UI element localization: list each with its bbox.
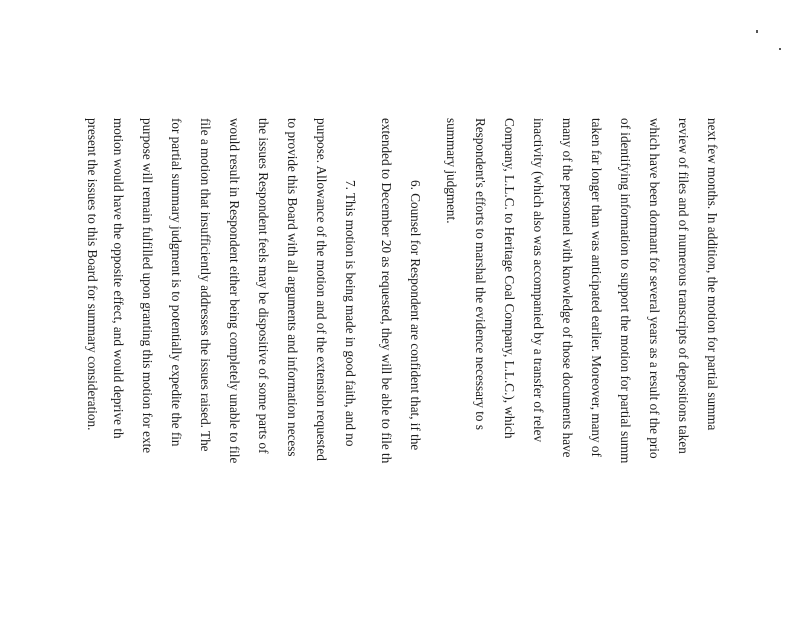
text-line: motion would have the opposite effect, and would deprive th xyxy=(111,118,126,439)
text-line: to provide this Board with all arguments and information necess xyxy=(285,118,300,457)
text-line: purpose. Allowance of the motion and of the extension requested xyxy=(314,118,329,461)
text-line: review of files and of numerous transcripts of depositions taken xyxy=(676,118,691,454)
text-line: inactivity (which also was accompanied by a transfer of relev xyxy=(531,118,546,443)
text-line: file a motion that insufficiently addresses the issues raised. The xyxy=(198,118,213,452)
text-line: taken far longer than was anticipated earlier. Moreover, many of xyxy=(589,118,604,457)
text-line: Respondent's efforts to marshal the evidence necessary to s xyxy=(473,118,488,430)
text-line: summary judgment. xyxy=(444,118,459,224)
text-line: of identifying information to support the motion for partial summ xyxy=(618,118,633,464)
text-line: the issues Respondent feels may be dispositive of some parts of xyxy=(256,118,271,454)
text-line: purpose will remain fulfilled upon granting this motion for exte xyxy=(140,118,155,454)
text-line: many of the personnel with knowledge of those documents have xyxy=(560,118,575,458)
text-line: which have been dormant for several years as a result of the prio xyxy=(647,118,662,459)
text-line: for partial summary judgment is to potentially expedite the fin xyxy=(169,118,184,447)
text-line: next few months. In addition, the motion for partial summa xyxy=(705,118,720,431)
scan-speck xyxy=(779,48,781,50)
paragraph-6-start: 6. Counsel for Respondent are confident that, if the xyxy=(408,180,423,451)
text-line: would result in Respondent either being completely unable to file xyxy=(227,118,242,464)
text-line: Company, L.L.C. to Heritage Coal Company, L.L.C.), which xyxy=(502,118,517,439)
paragraph-7-start: 7. This motion is being made in good faith, and no xyxy=(343,180,358,447)
scan-speck xyxy=(756,30,758,33)
rotated-text-block xyxy=(85,118,720,618)
text-line: present the issues to this Board for summary consideration. xyxy=(85,118,100,431)
text-line: extended to December 20 as requested, they will be able to file th xyxy=(379,118,394,464)
